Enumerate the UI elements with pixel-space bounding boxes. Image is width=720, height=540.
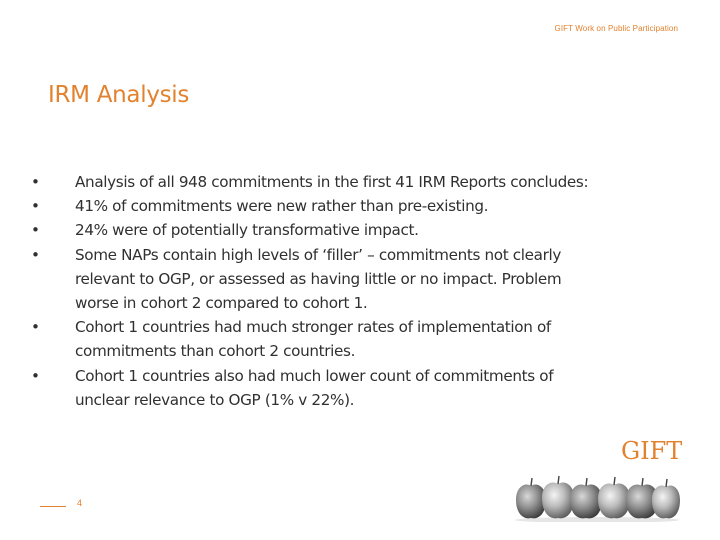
bullet-text: Cohort 1 countries had much stronger rates of implementation of commitments than cohort 2 countries.: [75, 318, 551, 361]
bullet-item: [28, 315, 688, 363]
bullet-text: Analysis of all 948 commitments in the first 41 IRM Reports concludes:: [75, 173, 589, 191]
bullet-text: 41% of commitments were new rather than pre-existing.: [75, 197, 489, 216]
apples-image: [512, 470, 682, 522]
bullet-item: [28, 194, 688, 218]
bullet-item: [28, 170, 688, 194]
page-number: 4: [77, 498, 83, 508]
bullet-text: 24% were of potentially transformative impact.: [75, 221, 419, 240]
bullet-dot-icon: •: [31, 318, 40, 337]
bullet-list: [28, 170, 688, 412]
bullet-item: [28, 243, 688, 316]
bullet-dot-icon: •: [31, 366, 40, 385]
bullet-item: [28, 364, 688, 412]
bullet-dot-icon: •: [31, 173, 40, 191]
footer-divider: [40, 506, 66, 507]
gift-logo: [621, 437, 681, 465]
slide-title: IRM Analysis: [48, 82, 190, 108]
bullet-text: Cohort 1 countries also had much lower count of commitments of unclear relevance to OGP (1% v 22%).: [75, 366, 554, 409]
bullet-dot-icon: •: [31, 197, 40, 216]
bullet-item: [28, 218, 688, 242]
bullet-dot-icon: •: [31, 221, 40, 240]
gift-logo-text: GIFT: [621, 437, 683, 465]
bullet-text: Some NAPs contain high levels of ‘filler’ – commitments not clearly relevant to OGP, or assessed as having little or no impact. Problem worse in cohort 2 compared to cohort 1.: [75, 245, 562, 313]
header-tagline: GIFT Work on Public Participation: [554, 24, 678, 33]
bullet-dot-icon: •: [31, 245, 40, 264]
